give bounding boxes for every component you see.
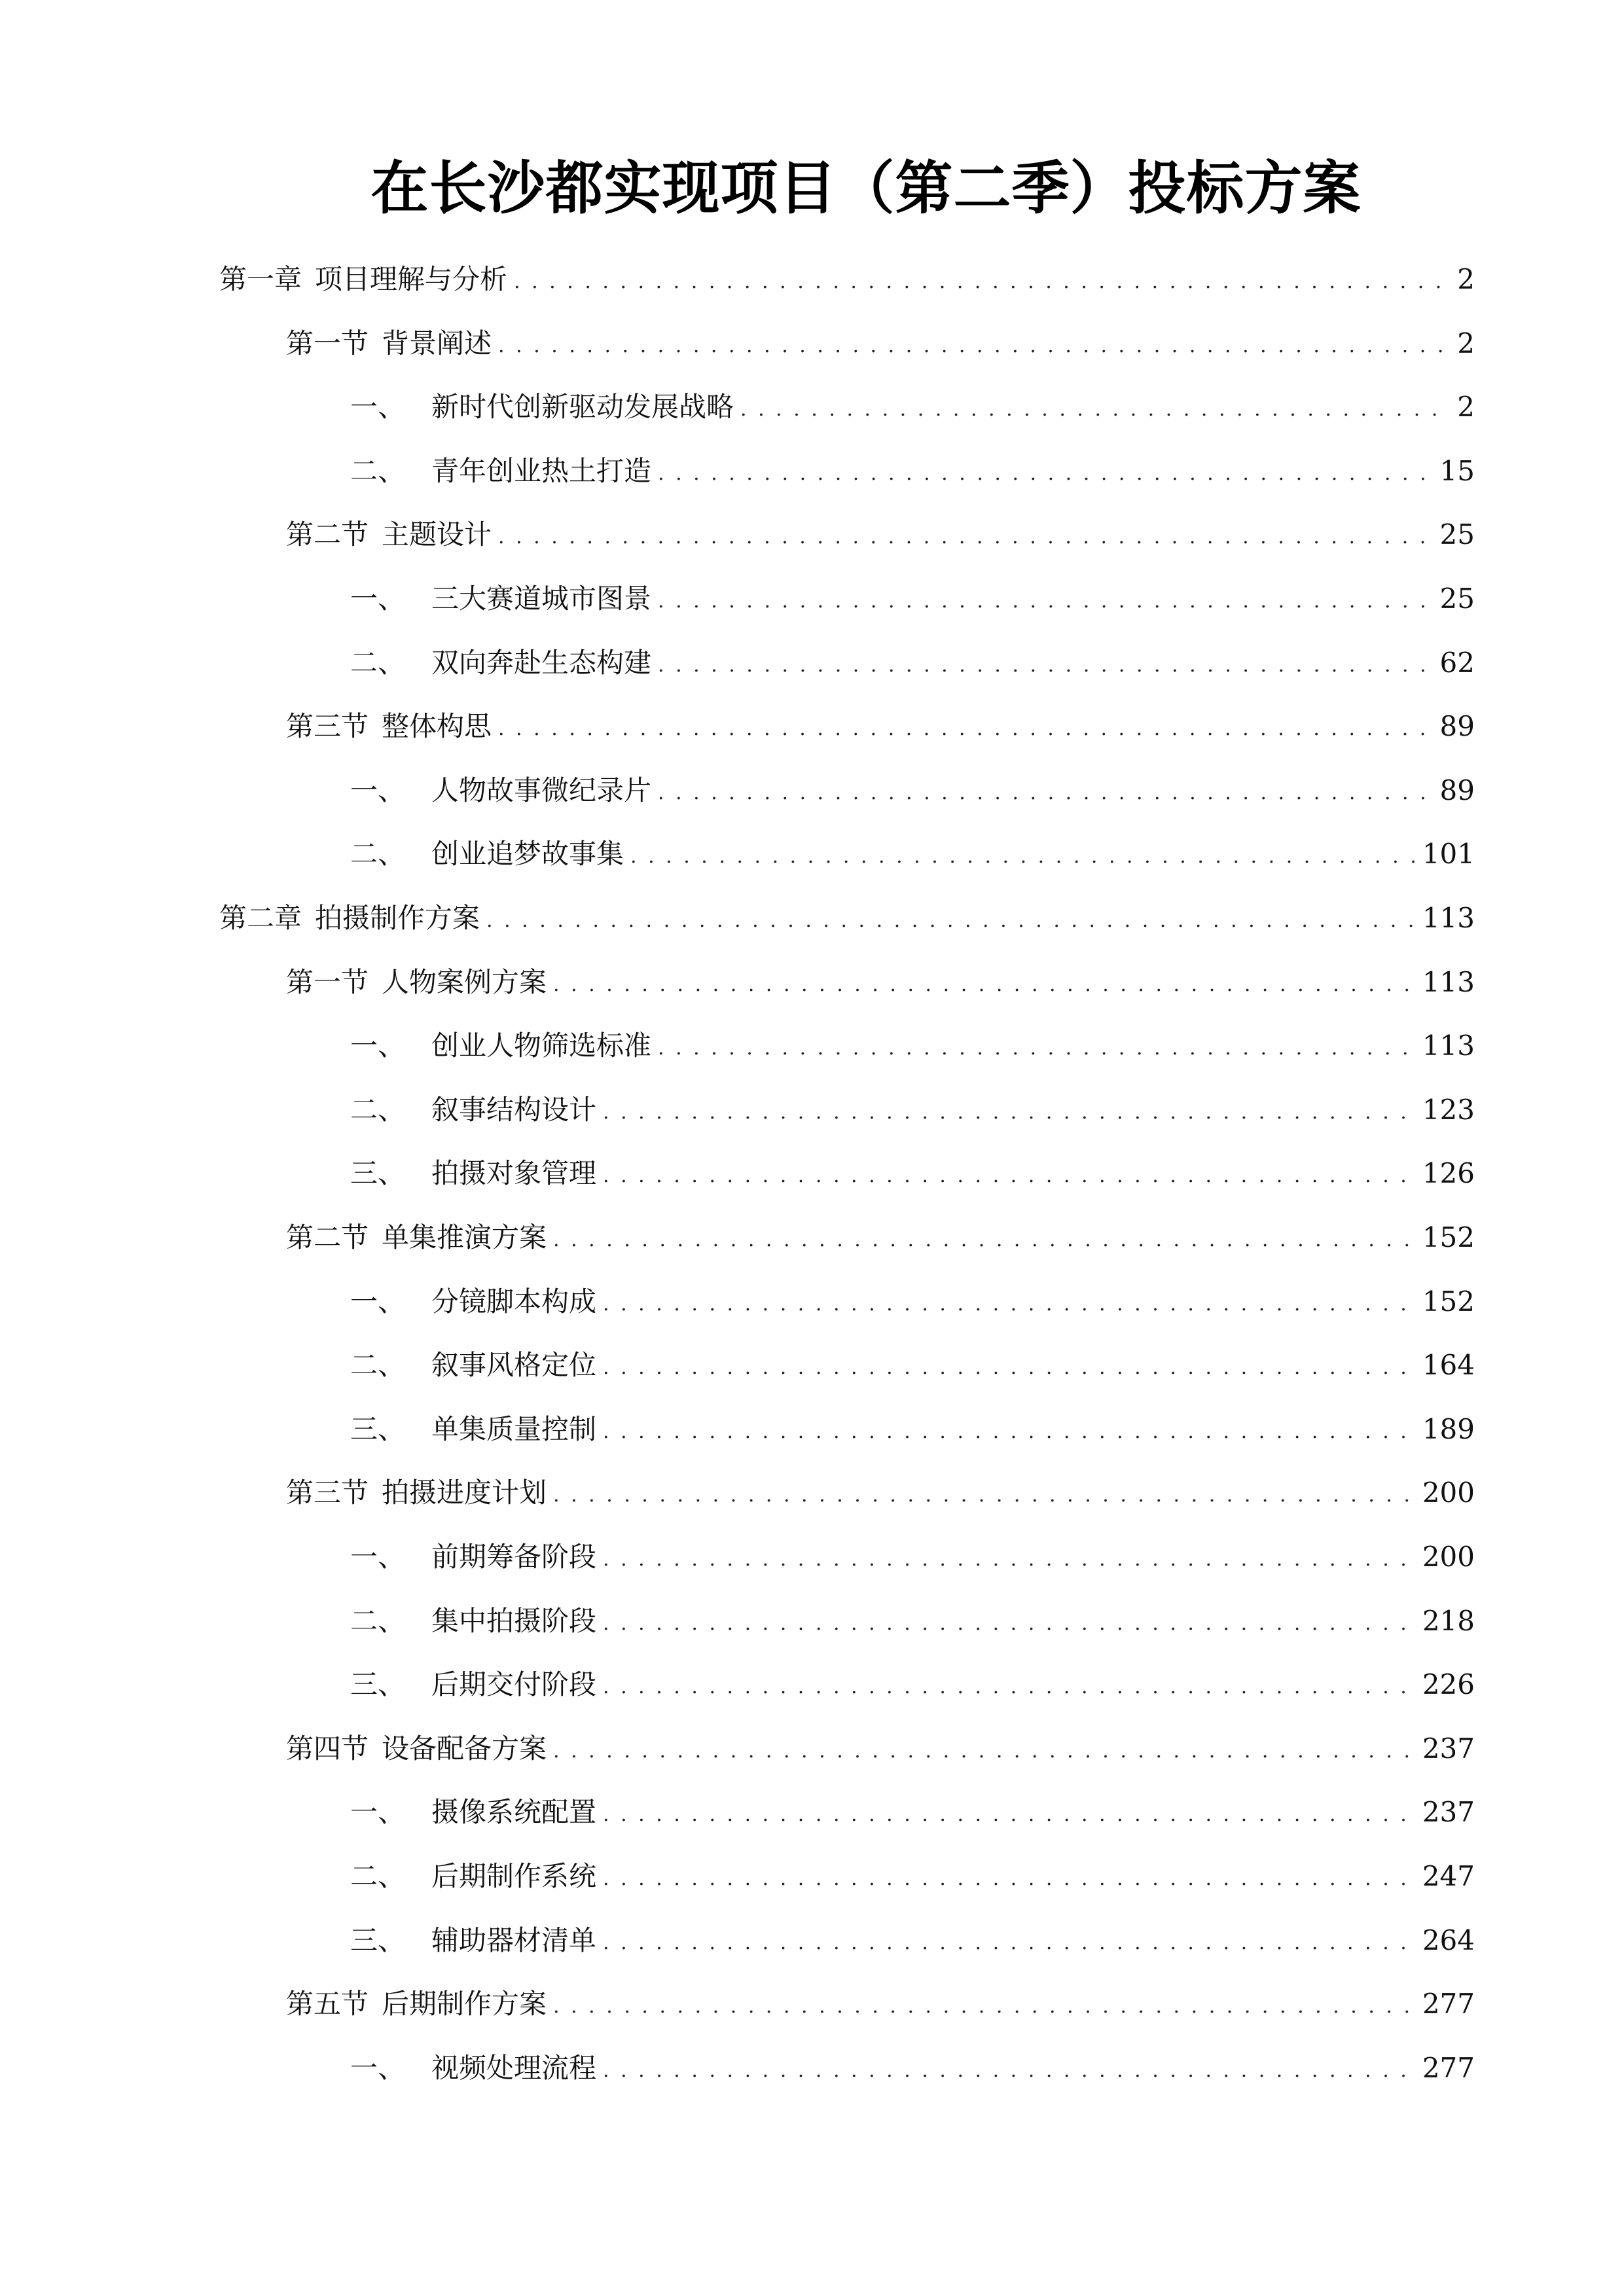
toc-dot-leader bbox=[553, 1218, 1416, 1257]
toc-entry[interactable] bbox=[350, 2049, 1475, 2088]
toc-entry[interactable] bbox=[350, 643, 1475, 683]
toc-entry[interactable] bbox=[286, 963, 1475, 1002]
toc-entry-title: 集中拍摄阶段 bbox=[431, 1605, 597, 1637]
toc-entry-title: 单集质量控制 bbox=[431, 1413, 597, 1445]
toc-entry[interactable] bbox=[286, 1473, 1475, 1513]
toc-entry-label bbox=[350, 579, 651, 619]
toc-entry-page-number: 247 bbox=[1422, 1860, 1475, 1892]
toc-entry-title: 分镜脚本构成 bbox=[431, 1285, 597, 1318]
toc-entry-label bbox=[286, 1984, 547, 2024]
toc-dot-leader bbox=[603, 1602, 1416, 1641]
toc-entry-label bbox=[350, 1090, 596, 1130]
toc-entry-title: 项目理解与分析 bbox=[315, 263, 508, 295]
toc-entry-label bbox=[350, 1537, 596, 1577]
toc-entry-number: 二、 bbox=[350, 647, 406, 679]
toc-entry[interactable] bbox=[350, 1282, 1475, 1321]
toc-entry-label bbox=[350, 452, 651, 491]
toc-entry-number: 二、 bbox=[350, 1860, 406, 1892]
toc-dot-leader bbox=[603, 1921, 1416, 1960]
toc-entry[interactable] bbox=[350, 834, 1475, 874]
toc-dot-leader bbox=[603, 1282, 1416, 1321]
toc-entry-number: 第一章 bbox=[219, 263, 302, 295]
toc-entry[interactable] bbox=[219, 899, 1475, 938]
toc-entry-label bbox=[350, 1282, 596, 1321]
toc-dot-leader bbox=[603, 1857, 1416, 1896]
toc-entry-title: 三大赛道城市图景 bbox=[431, 583, 652, 615]
toc-dot-leader bbox=[603, 1537, 1416, 1577]
document-title: 在长沙都实现项目（第二季）投标方案 bbox=[370, 154, 1362, 222]
toc-entry-title: 拍摄进度计划 bbox=[382, 1477, 547, 1509]
toc-entry[interactable] bbox=[286, 1218, 1475, 1257]
toc-entry-page-number: 89 bbox=[1439, 710, 1475, 742]
toc-entry-title: 辅助器材清单 bbox=[431, 1924, 597, 1956]
toc-dot-leader bbox=[740, 387, 1451, 427]
toc-entry-label bbox=[350, 1154, 596, 1193]
toc-entry-page-number: 189 bbox=[1422, 1413, 1475, 1445]
toc-entry-title: 前期筹备阶段 bbox=[431, 1541, 597, 1573]
toc-entry-page-number: 164 bbox=[1422, 1349, 1475, 1381]
toc-entry[interactable] bbox=[286, 1984, 1475, 2024]
toc-entry-number: 第一节 bbox=[286, 327, 369, 359]
toc-entry-number: 二、 bbox=[350, 1605, 406, 1637]
toc-entry[interactable] bbox=[350, 579, 1475, 619]
toc-entry-title: 整体构思 bbox=[382, 710, 492, 742]
toc-entry-label bbox=[350, 834, 624, 874]
toc-entry-number: 一、 bbox=[350, 583, 406, 615]
toc-entry-number: 一、 bbox=[350, 1285, 406, 1318]
toc-entry-label bbox=[350, 771, 651, 810]
toc-entry-number: 三、 bbox=[350, 1157, 406, 1189]
toc-entry-number: 一、 bbox=[350, 391, 406, 423]
toc-entry-number: 二、 bbox=[350, 838, 406, 870]
toc-entry-number: 一、 bbox=[350, 1030, 406, 1062]
toc-entry-number: 第四节 bbox=[286, 1732, 369, 1765]
toc-dot-leader bbox=[603, 1793, 1416, 1832]
toc-entry-title: 人物故事微纪录片 bbox=[431, 774, 652, 806]
toc-entry-number: 三、 bbox=[350, 1668, 406, 1700]
toc-entry-page-number: 152 bbox=[1422, 1285, 1475, 1318]
toc-entry[interactable] bbox=[350, 1410, 1475, 1449]
toc-entry-page-number: 2 bbox=[1457, 327, 1475, 359]
toc-entry[interactable] bbox=[350, 1154, 1475, 1193]
toc-dot-leader bbox=[603, 1410, 1416, 1449]
toc-entry-number: 第三节 bbox=[286, 1477, 369, 1509]
toc-entry-title: 人物案例方案 bbox=[382, 966, 547, 998]
toc-entry-title: 叙事风格定位 bbox=[431, 1349, 597, 1381]
toc-entry-label bbox=[350, 1921, 596, 1960]
toc-entry[interactable] bbox=[350, 1537, 1475, 1577]
toc-entry-number: 三、 bbox=[350, 1924, 406, 1956]
toc-entry-page-number: 113 bbox=[1422, 966, 1475, 998]
toc-dot-leader bbox=[603, 2049, 1416, 2088]
toc-entry-title: 后期交付阶段 bbox=[431, 1668, 597, 1700]
toc-entry-title: 单集推演方案 bbox=[382, 1221, 547, 1253]
toc-entry-page-number: 101 bbox=[1422, 838, 1475, 870]
toc-entry-label bbox=[350, 1346, 596, 1385]
toc-entry-page-number: 200 bbox=[1422, 1477, 1475, 1509]
toc-entry-label bbox=[219, 899, 480, 938]
toc-entry-title: 拍摄对象管理 bbox=[431, 1157, 597, 1189]
toc-entry-number: 三、 bbox=[350, 1413, 406, 1445]
toc-entry-label bbox=[350, 1602, 596, 1641]
toc-entry-number: 第二节 bbox=[286, 518, 369, 550]
toc-dot-leader bbox=[553, 1473, 1416, 1513]
toc-dot-leader bbox=[553, 1984, 1416, 2024]
toc-entry-title: 拍摄制作方案 bbox=[315, 902, 480, 934]
toc-entry-title: 摄像系统配置 bbox=[431, 1796, 597, 1828]
toc-entry-label bbox=[350, 643, 651, 683]
toc-dot-leader bbox=[630, 834, 1416, 874]
toc-entry-title: 后期制作方案 bbox=[382, 1988, 547, 2020]
toc-entry-label bbox=[286, 707, 492, 746]
toc-entry-number: 二、 bbox=[350, 1349, 406, 1381]
toc-dot-leader bbox=[658, 1026, 1416, 1066]
toc-dot-leader bbox=[603, 1154, 1416, 1193]
toc-dot-leader bbox=[498, 515, 1434, 554]
toc-entry-number: 一、 bbox=[350, 2052, 406, 2084]
toc-dot-leader bbox=[658, 771, 1434, 810]
toc-entry-page-number: 123 bbox=[1422, 1094, 1475, 1126]
toc-entry-label bbox=[350, 1026, 651, 1066]
toc-dot-leader bbox=[498, 324, 1451, 363]
toc-entry-label bbox=[350, 387, 734, 427]
toc-entry[interactable] bbox=[350, 1857, 1475, 1896]
toc-entry-page-number: 237 bbox=[1422, 1732, 1475, 1765]
toc-entry-title: 新时代创新驱动发展战略 bbox=[431, 391, 734, 423]
toc-entry-page-number: 15 bbox=[1439, 455, 1475, 487]
toc-dot-leader bbox=[553, 1729, 1416, 1768]
toc-entry[interactable] bbox=[350, 1793, 1475, 1832]
toc-entry-page-number: 277 bbox=[1422, 1988, 1475, 2020]
toc-entry-page-number: 126 bbox=[1422, 1157, 1475, 1189]
toc-entry-label bbox=[350, 1793, 596, 1832]
toc-entry-number: 第二章 bbox=[219, 902, 302, 934]
toc-entry[interactable] bbox=[350, 1921, 1475, 1960]
toc-entry[interactable] bbox=[350, 1090, 1475, 1130]
toc-entry-title: 设备配备方案 bbox=[382, 1732, 547, 1765]
toc-dot-leader bbox=[603, 1665, 1416, 1704]
toc-entry-title: 主题设计 bbox=[382, 518, 492, 550]
toc-entry-number: 第二节 bbox=[286, 1221, 369, 1253]
toc-dot-leader bbox=[553, 963, 1416, 1002]
toc-entry[interactable] bbox=[350, 771, 1475, 810]
toc-entry-label bbox=[219, 260, 507, 299]
toc-entry-page-number: 113 bbox=[1422, 902, 1475, 934]
toc-entry[interactable] bbox=[350, 1665, 1475, 1704]
toc-entry-title: 叙事结构设计 bbox=[431, 1094, 597, 1126]
toc-entry-title: 后期制作系统 bbox=[431, 1860, 597, 1892]
toc-entry-page-number: 25 bbox=[1439, 518, 1475, 550]
toc-entry-page-number: 2 bbox=[1457, 391, 1475, 423]
toc-entry-label bbox=[350, 2049, 596, 2088]
toc-entry-page-number: 152 bbox=[1422, 1221, 1475, 1253]
toc-entry-page-number: 2 bbox=[1457, 263, 1475, 295]
toc-entry[interactable] bbox=[219, 260, 1475, 299]
toc-entry-page-number: 264 bbox=[1422, 1924, 1475, 1956]
toc-entry-label bbox=[286, 1473, 547, 1513]
toc-entry-title: 双向奔赴生态构建 bbox=[431, 647, 652, 679]
toc-entry-title: 创业人物筛选标准 bbox=[431, 1030, 652, 1062]
toc-entry-page-number: 226 bbox=[1422, 1668, 1475, 1700]
toc-entry-label bbox=[286, 324, 492, 363]
toc-entry-page-number: 113 bbox=[1422, 1030, 1475, 1062]
toc-entry-title: 背景阐述 bbox=[382, 327, 492, 359]
toc-entry-page-number: 237 bbox=[1422, 1796, 1475, 1828]
toc-entry-page-number: 277 bbox=[1422, 2052, 1475, 2084]
toc-entry-number: 第一节 bbox=[286, 966, 369, 998]
toc-entry[interactable] bbox=[286, 1729, 1475, 1768]
toc-entry-label bbox=[350, 1665, 596, 1704]
toc-entry-page-number: 62 bbox=[1439, 647, 1475, 679]
toc-entry[interactable] bbox=[350, 452, 1475, 491]
toc-entry-number: 一、 bbox=[350, 774, 406, 806]
toc-entry-number: 第五节 bbox=[286, 1988, 369, 2020]
toc-dot-leader bbox=[498, 707, 1434, 746]
toc-entry[interactable] bbox=[350, 1026, 1475, 1066]
toc-entry[interactable] bbox=[286, 707, 1475, 746]
toc-entry-page-number: 25 bbox=[1439, 583, 1475, 615]
toc-entry-label bbox=[286, 1729, 547, 1768]
toc-entry[interactable] bbox=[350, 1346, 1475, 1385]
toc-entry-label bbox=[286, 515, 492, 554]
toc-dot-leader bbox=[514, 260, 1451, 299]
toc-entry-number: 二、 bbox=[350, 455, 406, 487]
toc-entry-number: 二、 bbox=[350, 1094, 406, 1126]
toc-entry-label bbox=[286, 1218, 547, 1257]
toc-entry[interactable] bbox=[350, 1602, 1475, 1641]
toc-dot-leader bbox=[658, 643, 1434, 683]
toc-entry-page-number: 218 bbox=[1422, 1605, 1475, 1637]
toc-entry-label bbox=[350, 1857, 596, 1896]
toc-entry-number: 一、 bbox=[350, 1796, 406, 1828]
toc-entry-number: 第三节 bbox=[286, 710, 369, 742]
toc-entry[interactable] bbox=[286, 324, 1475, 363]
toc-dot-leader bbox=[658, 579, 1434, 619]
toc-entry[interactable] bbox=[286, 515, 1475, 554]
toc-entry-label bbox=[350, 1410, 596, 1449]
toc-entry-page-number: 200 bbox=[1422, 1541, 1475, 1573]
toc-entry-number: 一、 bbox=[350, 1541, 406, 1573]
toc-dot-leader bbox=[603, 1346, 1416, 1385]
toc-entry-title: 视频处理流程 bbox=[431, 2052, 597, 2084]
toc-dot-leader bbox=[658, 452, 1434, 491]
toc-entry-title: 青年创业热土打造 bbox=[431, 455, 652, 487]
toc-entry-label bbox=[286, 963, 547, 1002]
toc-entry[interactable] bbox=[350, 387, 1475, 427]
toc-dot-leader bbox=[486, 899, 1416, 938]
toc-entry-page-number: 89 bbox=[1439, 774, 1475, 806]
toc-dot-leader bbox=[603, 1090, 1416, 1130]
toc-entry-title: 创业追梦故事集 bbox=[431, 838, 624, 870]
